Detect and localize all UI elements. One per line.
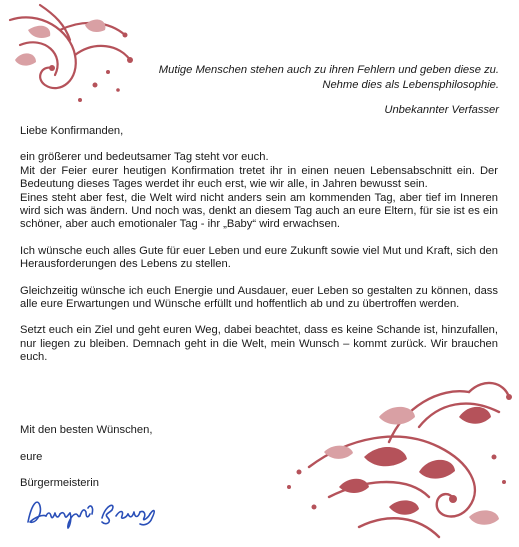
paragraph: Ich wünsche euch alles Gute für euer Leben und eure Zukunft sowie viel Mut und Kraft, sich den Herausforderungen des Lebens zu stellen. bbox=[20, 244, 498, 271]
paragraph: Gleichzeitig wünsche ich euch Energie und Ausdauer, euer Leben so gestalten zu können, dass alle eure Erwartungen und Wünsche erfüllt und hoffentlich ab und zu übertroffen werden. bbox=[20, 284, 498, 311]
floral-ornament-bottom-right bbox=[269, 347, 519, 547]
closing-wish: Mit den besten Wünschen, bbox=[20, 424, 153, 436]
closing-title: Bürgermeisterin bbox=[20, 477, 99, 489]
letter-body bbox=[20, 125, 498, 365]
closing-your: eure bbox=[20, 451, 43, 463]
quote-line: Nehme dies als Lebensphilosophie. bbox=[322, 79, 499, 91]
intro-paragraph: Eines steht aber fest, die Welt wird nicht anders sein am kommenden Tag, aber tief im Inneren wird sich was ändern. Und noch was, denkt an diesem Tag auch an eure Eltern, für sie ist es ein schöner, aber auch emotionaler Tag - ihr „Baby“ wird erwachsen. bbox=[20, 191, 498, 231]
intro-line: ein größerer und bedeutsamer Tag steht vor euch. bbox=[20, 151, 269, 164]
paragraph: Setzt euch ein Ziel und geht euren Weg, dabei beachtet, dass es keine Schande ist, hinzufallen, nur liegen zu bleiben. Demnach geht in die Welt, mein Wunsch – kommt zurück. Wir brauchen euch. bbox=[20, 324, 498, 364]
quote bbox=[129, 63, 499, 93]
floral-ornament-top-left bbox=[0, 0, 140, 120]
intro-paragraph: Mit der Feier eurer heutigen Konfirmation tretet ihr in einen neuen Lebensabschnitt ein. Der Bedeutung dieses Tages werdet ihr euch erst, wie wir alle, in Jahren bewusst sein. bbox=[20, 164, 498, 191]
quote-line: Mutige Menschen stehen auch zu ihren Fehlern und geben diese zu. bbox=[158, 64, 499, 76]
salutation: Liebe Konfirmanden, bbox=[20, 125, 124, 137]
quote-author: Unbekannter Verfasser bbox=[384, 104, 499, 116]
handwritten-signature bbox=[20, 492, 160, 532]
